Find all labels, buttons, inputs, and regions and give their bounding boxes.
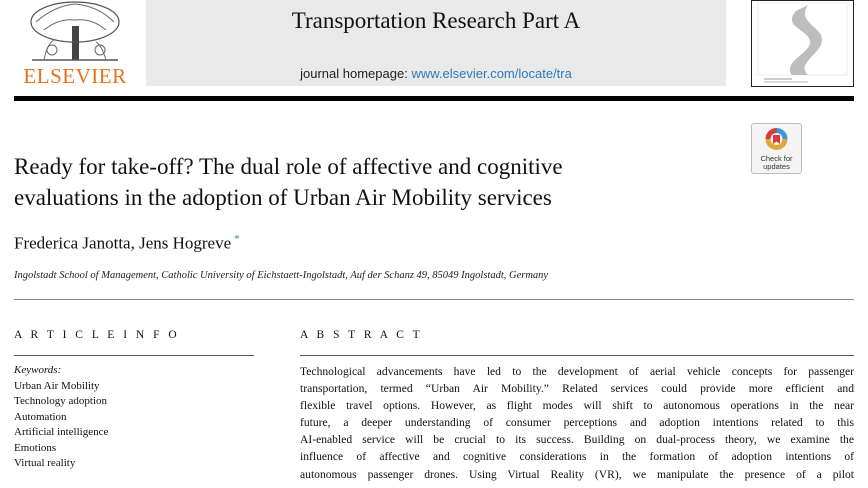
abstract-line: autonomous passenger drones. Using Virtual Reality (VR), we manipulate the presence of a pilot (300, 467, 854, 481)
homepage-link[interactable]: www.elsevier.com/locate/tra (411, 66, 572, 81)
keyword-item: Technology adoption (14, 395, 108, 407)
road-cover-icon (752, 1, 853, 86)
keyword-item: Automation (14, 410, 67, 423)
article-info-rule (14, 355, 254, 356)
article-title-line2: evaluations in the adoption of Urban Air Mobility services (14, 185, 552, 210)
elsevier-logo (14, 0, 136, 88)
abstract-rule (300, 355, 854, 356)
journal-homepage (146, 66, 726, 81)
abstract-line: AI-enabled service will be crucial to its success. Building on dual-process theory, we examine the (300, 433, 854, 447)
abstract-line: influence of affective and cognitive considerations in the formation of adoption intentions of (300, 450, 854, 464)
author-name[interactable]: Frederica Janotta (14, 233, 131, 253)
corresponding-author-mark[interactable]: * (234, 233, 240, 245)
keywords-label: Keywords: (14, 364, 62, 376)
abstract-heading: A B S T R A C T (300, 329, 423, 341)
abstract-line: Technological advancements have led to the development of aerial vehicle concepts for passenger (300, 365, 854, 378)
update-ribbon-icon (752, 124, 801, 154)
abstract-line: flexible travel options. However, as flight modes will shift to autonomous operations in the near (300, 399, 854, 413)
article-title (14, 151, 734, 213)
article-info-heading: A R T I C L E I N F O (14, 329, 180, 341)
author-separator: , (130, 233, 135, 253)
homepage-label: journal homepage: (300, 66, 408, 81)
abstract-line: transportation, termed “Urban Air Mobility.” Related services could provide more efficient and (300, 382, 854, 396)
check-for-updates-badge[interactable] (751, 123, 802, 174)
elsevier-tree-icon (14, 0, 136, 66)
header-rule (14, 96, 854, 101)
badge-label (752, 155, 801, 171)
keyword-item: Urban Air Mobility (14, 379, 100, 392)
article-title-line1: Ready for take-off? The dual role of affective and cognitive (14, 154, 563, 179)
journal-title: Transportation Research Part A (291, 8, 581, 33)
section-rule (14, 299, 854, 300)
abstract-text (300, 363, 854, 483)
affiliation: Ingolstadt School of Management, Catholic University of Eichstaett-Ingolstadt, Auf der Schanz 49, 85049 Ingolstadt, Germany (14, 270, 549, 281)
badge-line1: Check for (760, 154, 793, 163)
author-list (14, 233, 240, 254)
abstract-line: future, a deeper understanding of consumer perceptions and adoption intentions related to this (300, 416, 854, 430)
elsevier-wordmark: ELSEVIER (23, 64, 127, 88)
keyword-item: Artificial intelligence (14, 426, 109, 438)
keyword-item: Virtual reality (14, 457, 76, 469)
keyword-item: Emotions (14, 441, 57, 454)
author-name[interactable]: Jens Hogreve (139, 233, 232, 253)
journal-cover-thumbnail (751, 0, 854, 87)
badge-line2: updates (763, 162, 790, 171)
journal-masthead (146, 0, 726, 86)
keywords-block (14, 363, 254, 472)
